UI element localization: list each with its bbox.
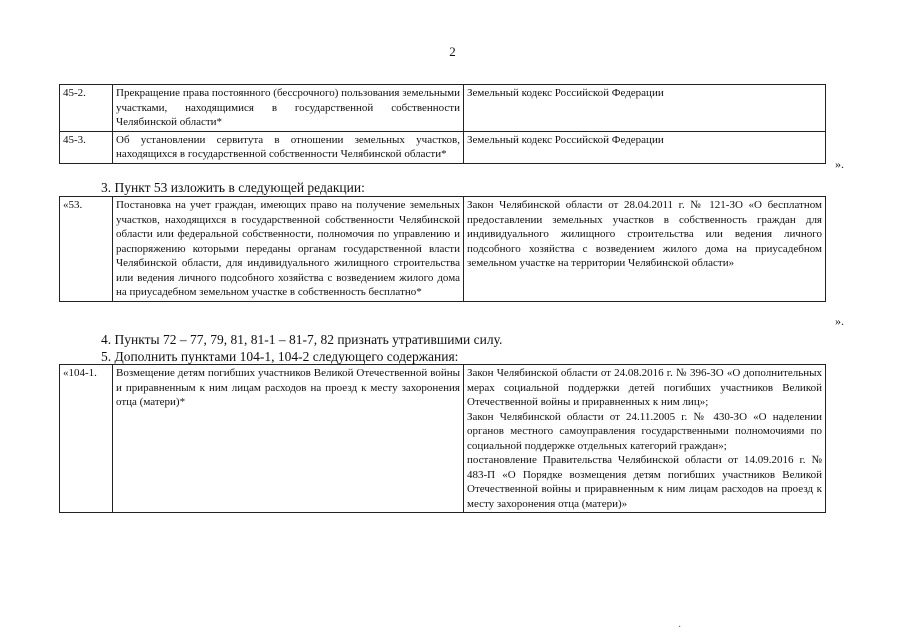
amendments-table-3 bbox=[59, 364, 826, 513]
table-row bbox=[60, 85, 826, 132]
legal-basis bbox=[464, 365, 826, 513]
service-name: Об установлении сервитута в отношении земельных участков, находящихся в государственной собственности Челябинской области* bbox=[113, 131, 464, 163]
amendments-table-1 bbox=[59, 84, 826, 164]
item-3-heading: 3. Пункт 53 изложить в следующей редакции: bbox=[101, 180, 365, 195]
row-number: «53. bbox=[60, 197, 113, 302]
scan-mark: · bbox=[678, 622, 682, 633]
legal-basis-item: Закон Челябинской области от 24.11.2005 г. № 430-ЗО «О наделении органов местного самоуправления государственными полномочиями по социальной поддержке отдельных категорий граждан»; bbox=[467, 410, 822, 452]
legal-basis: Закон Челябинской области от 28.04.2011 г. № 121-ЗО «О бесплатном предоставлении земельных участков в собственность граждан для индивидуального жилищного строительства или ведения личного подсобного хозяйства с возведением жилого дома на приусадебном земельном участке на территории Челябинской области» bbox=[464, 197, 826, 302]
item-4-heading: 4. Пункты 72 – 77, 79, 81, 81-1 – 81-7, 82 признать утратившими силу. bbox=[101, 332, 503, 347]
row-number: 45-2. bbox=[60, 85, 113, 132]
row-number: «104-1. bbox=[60, 365, 113, 513]
table-row bbox=[60, 365, 826, 513]
amendments-table-2 bbox=[59, 196, 826, 302]
service-name: Возмещение детям погибших участников Великой Отечественной войны и приравненным к ним лицам расходов на проезд к месту захоронения отца (матери)* bbox=[113, 365, 464, 513]
legal-basis: Земельный кодекс Российской Федерации bbox=[464, 131, 826, 163]
closing-quote: ». bbox=[835, 157, 844, 171]
service-name: Прекращение права постоянного (бессрочного) пользования земельными участками, находящимися в государственной собственности Челябинской области* bbox=[113, 85, 464, 132]
page-number: 2 bbox=[449, 44, 456, 59]
legal-basis: Земельный кодекс Российской Федерации bbox=[464, 85, 826, 132]
row-number: 45-3. bbox=[60, 131, 113, 163]
closing-quote: ». bbox=[835, 314, 844, 328]
legal-basis-item: постановление Правительства Челябинской области от 14.09.2016 г. № 483-П «О Порядке возмещения детям погибших участников Великой Отечественной войны и приравненным к ним лицам расходов на проезд к месту захоронения отца (матери)» bbox=[467, 454, 822, 510]
legal-basis-item: Закон Челябинской области от 24.08.2016 г. № 396-ЗО «О дополнительных мерах социальной поддержки детей погибших участников Великой Отечественной войны и приравненных к ним лиц»; bbox=[467, 367, 822, 408]
table-row bbox=[60, 197, 826, 302]
service-name: Постановка на учет граждан, имеющих право на получение земельных участков, находящихся в государственной собственности Челябинской области или федеральной собственности, полномочия по управлению и распоряжению которыми переданы органам государственной власти Челябинской области, для индивидуального жилищного строительства или ведения личного подсобного хозяйства с возведением жилого дома на приусадебном земельном участке в собственность бесплатно* bbox=[113, 197, 464, 302]
item-5-heading: 5. Дополнить пунктами 104-1, 104-2 следующего содержания: bbox=[101, 349, 459, 364]
table-row bbox=[60, 131, 826, 163]
